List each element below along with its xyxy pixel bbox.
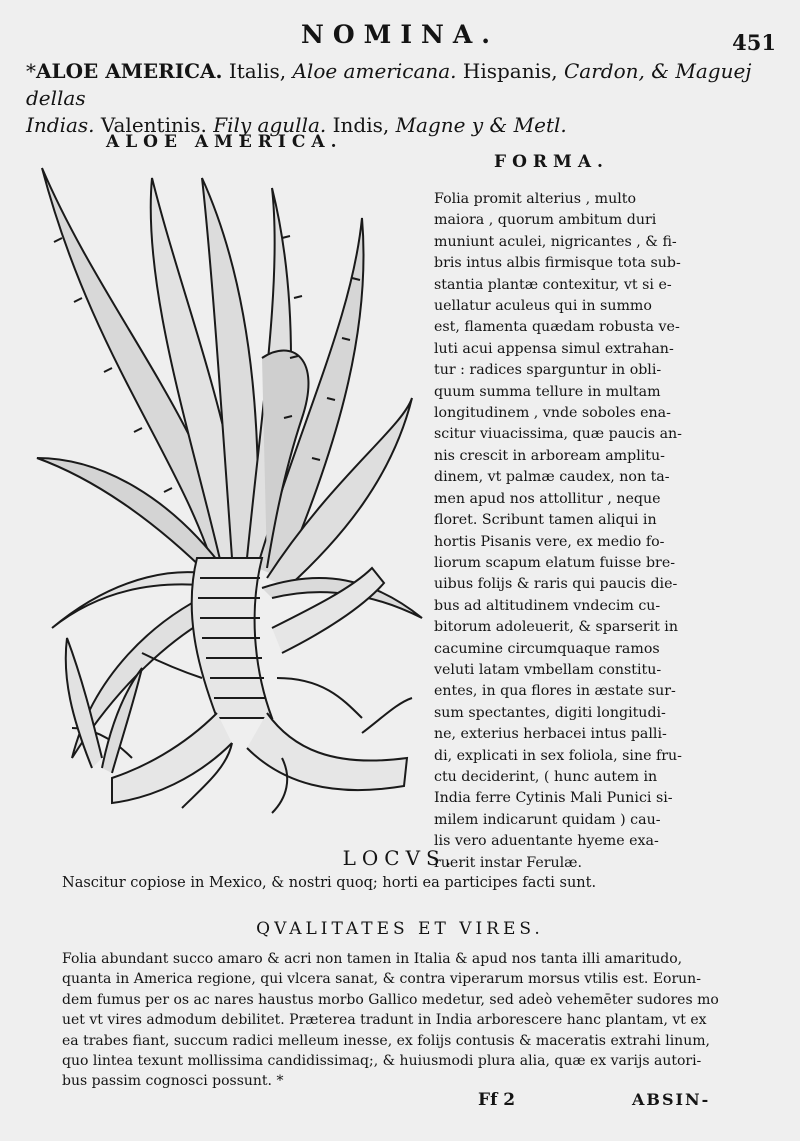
text-line: quo lintea texunt mollissima candidissimaq;, & huiusmodi plura alia, quæ ex varijs autori- [62, 1053, 702, 1070]
text-line: dinem, vt palmæ caudex, non ta- [434, 469, 670, 486]
asterisk-marker: * [26, 59, 36, 83]
text-line: est, flamenta quædam robusta ve- [434, 319, 680, 336]
qualitates-text [62, 949, 784, 1092]
text-line: quum summa tellure in multam [434, 383, 661, 400]
text-line: maiora , quorum ambitum duri [434, 212, 657, 229]
text-line: uet vt vires admodum debilitet. Præterea tradunt in India arborescere hanc plantam, vt ex [62, 1012, 707, 1029]
text-line: entes, in qua flores in æstate sur- [434, 683, 676, 700]
text-line: ne, exterius herbacei intus palli- [434, 726, 667, 743]
text-line: bus passim cognosci possunt. * [62, 1073, 284, 1090]
text-line: dem fumus per os ac nares haustus morbo Gallico medetur, sed adeò vehemēter sudores mo [62, 991, 719, 1008]
text-line: uibus folijs & raris qui paucis die- [434, 576, 678, 593]
names-text: Hispanis, [456, 59, 564, 83]
text-line: stantia plantæ contexitur, vt si e- [434, 276, 672, 293]
text-line: sum spectantes, digiti longitudi- [434, 704, 666, 721]
text-line: uellatur aculeus qui in summo [434, 298, 652, 315]
plant-names-block [26, 58, 786, 139]
text-line: muniunt aculei, nigricantes , & fi- [434, 233, 677, 250]
names-italic: Cardon, & Maguej dellas [26, 59, 752, 110]
text-line: India ferre Cytinis Mali Punici si- [434, 790, 673, 807]
text-line: quanta in America regione, qui vlcera sanat, & contra viperarum morsus vtilis est. Eorun- [62, 971, 701, 988]
agave-plant-woodcut-icon [32, 158, 424, 818]
catchword: ABSIN- [632, 1090, 711, 1109]
running-head: NOMINA. [301, 20, 499, 49]
names-text: Valentinis. [94, 113, 214, 137]
text-line: tur : radices sparguntur in obli- [434, 362, 662, 379]
text-line: bus ad altitudinem vndecim cu- [434, 597, 661, 614]
text-line: bris intus albis firmisque tota sub- [434, 255, 681, 272]
section-title-qualitates: QVALITATES ET VIRES. [256, 919, 544, 939]
text-line: di, explicati in sex foliola, sine fru- [434, 747, 682, 764]
text-line: luti acui appensa simul extrahan- [434, 340, 674, 357]
plant-names-line-1 [26, 58, 786, 112]
text-line: floret. Scribunt tamen aliqui in [434, 512, 657, 529]
text-line: Folia promit alterius , multo [434, 191, 636, 207]
text-line: lis vero aduentante hyeme exa- [434, 833, 659, 850]
section-title-locus: LOCVS. [342, 846, 458, 870]
text-line: liorum scapum elatum fuisse bre- [434, 554, 676, 571]
text-line: nis crescit in arboream amplitu- [434, 447, 665, 464]
text-line: ea trabes fiant, succum radici melleum inesse, ex folijs contusis & maceratis extrahi linum, [62, 1032, 710, 1049]
names-text: Italis, [222, 59, 293, 83]
names-label: ALOE AMERICA. [36, 59, 223, 83]
page-number: 451 [732, 30, 776, 55]
names-text: Indis, [326, 113, 396, 137]
names-italic: Aloe americana. [292, 59, 457, 83]
names-italic: Magne y & Metl. [395, 113, 567, 137]
text-line: veluti latam vmbellam constitu- [434, 661, 662, 678]
illustration-caption: ALOE AMERICA. [106, 132, 343, 152]
text-line: scitur viuacissima, quæ paucis an- [434, 426, 682, 443]
text-line: Folia abundant succo amaro & acri non tamen in Italia & apud nos tanta illi amaritudo, [62, 951, 683, 967]
locus-text: Nascitur copiose in Mexico, & nostri quoq; horti ea participes facti sunt. [62, 875, 597, 891]
signature-mark: Ff 2 [478, 1090, 516, 1110]
text-line: hortis Pisanis vere, ex medio fo- [434, 533, 665, 550]
forma-text [434, 189, 768, 874]
text-line: milem indicarunt quidam ) cau- [434, 811, 661, 828]
text-line: bitorum adoleuerit, & sparserit in [434, 619, 678, 636]
names-italic: Fily agulla. [213, 113, 327, 137]
names-italic: Indias. [26, 113, 95, 137]
text-line: men apud nos attollitur , neque [434, 490, 661, 507]
text-line: longitudinem , vnde soboles ena- [434, 405, 671, 422]
section-title-forma: FORMA. [494, 152, 609, 172]
text-line: cacumine circumquaque ramos [434, 640, 660, 657]
text-line: ruerit instar Ferulæ. [434, 854, 583, 871]
text-line: ctu deciderint, ( hunc autem in [434, 768, 658, 785]
